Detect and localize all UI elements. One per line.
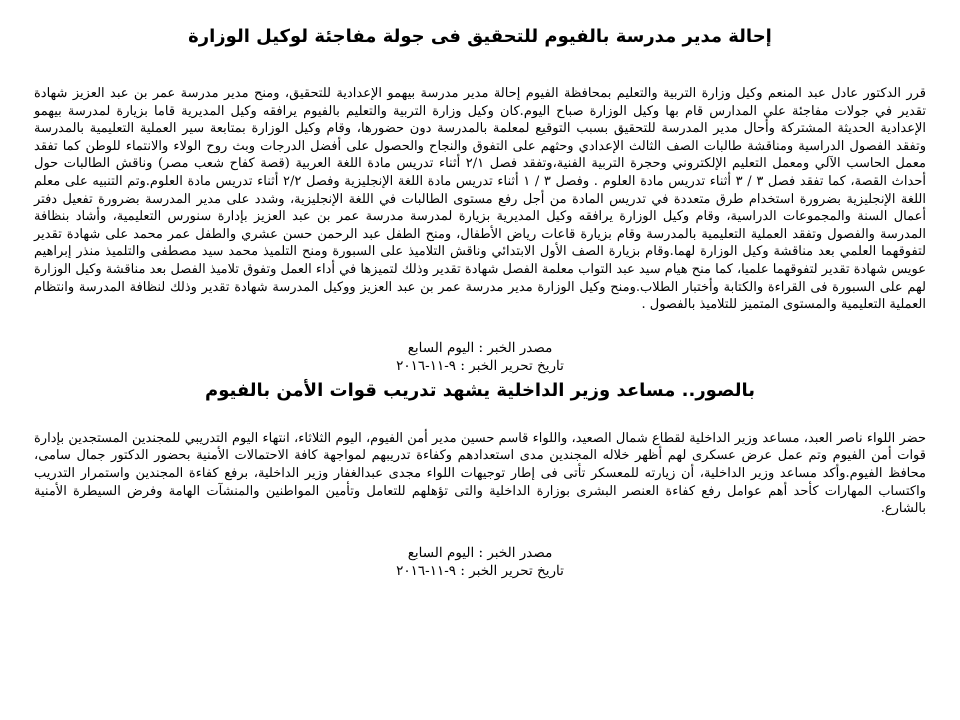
article1-body: قرر الدكتور عادل عبد المنعم وكيل وزارة التربية والتعليم بمحافظة الفيوم إحالة مدير مدرسة بيهمو الإعدادية للتحقيق، ومنح مدير مدرسة عمر بن عبد العزيز شهادة تقدير في جولات مفاجئة علي المدارس قام بها وكيل الوزارة صباح اليوم.كان وكيل وزارة التربية والتعليم بالفيوم يرافقه وكيل المديرية قاما بزيارة لمدرسة بيهمو الإعدادية الحديثة المشتركة وأحال مدير المدرسة للتحقيق بسبب التوقيع لمعلمة بالمدرسة دون حضورها، وقام وكيل الوزارة بمتابعة سير العملية التعليمية بالمدرسة وتفقد الفصول الدراسية ومناقشة طالبات الصف الثالث الإعدادي وحثهم على التفوق والنجاح والحصول على أفضل الدرجات وبث روح الولاء والانتماء للوطن كما تفقد معمل الحاسب الآلي ومعمل التعليم الإلكتروني وحجرة التربية الفنية،وتفقد فصل ٢/١ أثناء تدريس مادة اللغة العربية (قصة كفاح شعب مصر) وناقش الطالبات حول أحداث القصة، كما تفقد فصل ٣ / ٣ أثناء تدريس مادة العلوم . وفصل ٣ / ١ أثناء تدريس مادة اللغة الإنجليزية وفصل ٢/٢ أثناء تدريس مادة العلوم.وتم التنبيه على معلم اللغة الإنجليزية بضرورة استخدام طرق متعددة في تدريس المادة من أجل رفع مستوى الطالبات في اللغة الإنجليزية، وشدد على مدير المدرسة بضرورة تفعيل دفتر أعمال السنة والمجموعات الدراسية، وقام وكيل الوزارة يرافقه وكيل المديرية بزيارة لمدرسة مدرسة عمر بن عبد العزيز بإدارة سنورس التعليمية، وأشاد بنظافة المدرسة والفصول وتفقد العملية التعليمية بالمدرسة وقام بزيارة قاعات رياض الأطفال، ومنح الطفل عبد الرحمن حسن عشري والطفل عمر محمد على شهادة تقدير لتفوقهما العلمي بعد مناقشة وكيل الوزارة لهما.وقام بزيارة الصف الأول الابتدائي وناقش التلاميذ على السبورة ومنح التلميذ محمد سيد مصطفى والتلميذ منذر إبراهيم عويس شهادة تقدير لتفوقهما علميا، كما منح هيام سيد عبد التواب معلمة الفصل شهادة تقدير وذلك لتميزها في أداء العمل وتفوق تلاميذ الفصل بعد مناقشة وكيل الوزارة لهم على السبورة فى القراءة والكتابة وأختبار الطلاب.ومنح وكيل الوزارة مدير مدرسة عمر بن عبد العزيز ووكيل المدرسة شهادة تقدير وذلك لنظافة المدرسة وانتظام العملية التعليمية والمستوى المتميز للتلاميذ بالفصول . [34,86,926,313]
article2-date: تاريخ تحرير الخبر : ٩-١١-٢٠١٦ [396,562,564,579]
article2-body: حضر اللواء ناصر العبد، مساعد وزير الداخلية لقطاع شمال الصعيد، واللواء قاسم حسين مدير أمن الفيوم، اليوم الثلاثاء، انتهاء اليوم التدريبي للمجندين المستجدين بإدارة قوات أمن الفيوم وتم عمل عرض عسكرى لهم أظهر خلاله المجندين مدى استعدادهم وكفاءة تدريبهم لمواجهة كافة الاحتمالات الأمنية بحضور الدكتور جمال سامى، محافظ الفيوم.وأكد مساعد وزير الداخلية، أن زيارته للمعسكر تأتى فى إطار توجيهات اللواء مجدى عبدالغفار وزير الداخلية، برفع كفاءة المجندين واستمرار التدريب واكتساب المهارات كأحد أهم عوامل رفع كفاءة العنصر البشرى بوزارة الداخلية والتى تؤهلهم للتعامل وتأمين المواطنين والمنشآت الهامة وفرض السيطرة الأمنية بالشارع. [34,430,926,517]
article1-date: تاريخ تحرير الخبر : ٩-١١-٢٠١٦ [396,357,564,374]
article2-title: بالصور.. مساعد وزير الداخلية يشهد تدريب قوات الأمن بالفيوم [205,379,755,401]
article1-source: مصدر الخبر : اليوم السابع [407,339,553,356]
article1-title: إحالة مدير مدرسة بالفيوم للتحقيق فى جولة مفاجئة لوكيل الوزارة [188,26,772,47]
article2-source: مصدر الخبر : اليوم السابع [407,544,553,561]
